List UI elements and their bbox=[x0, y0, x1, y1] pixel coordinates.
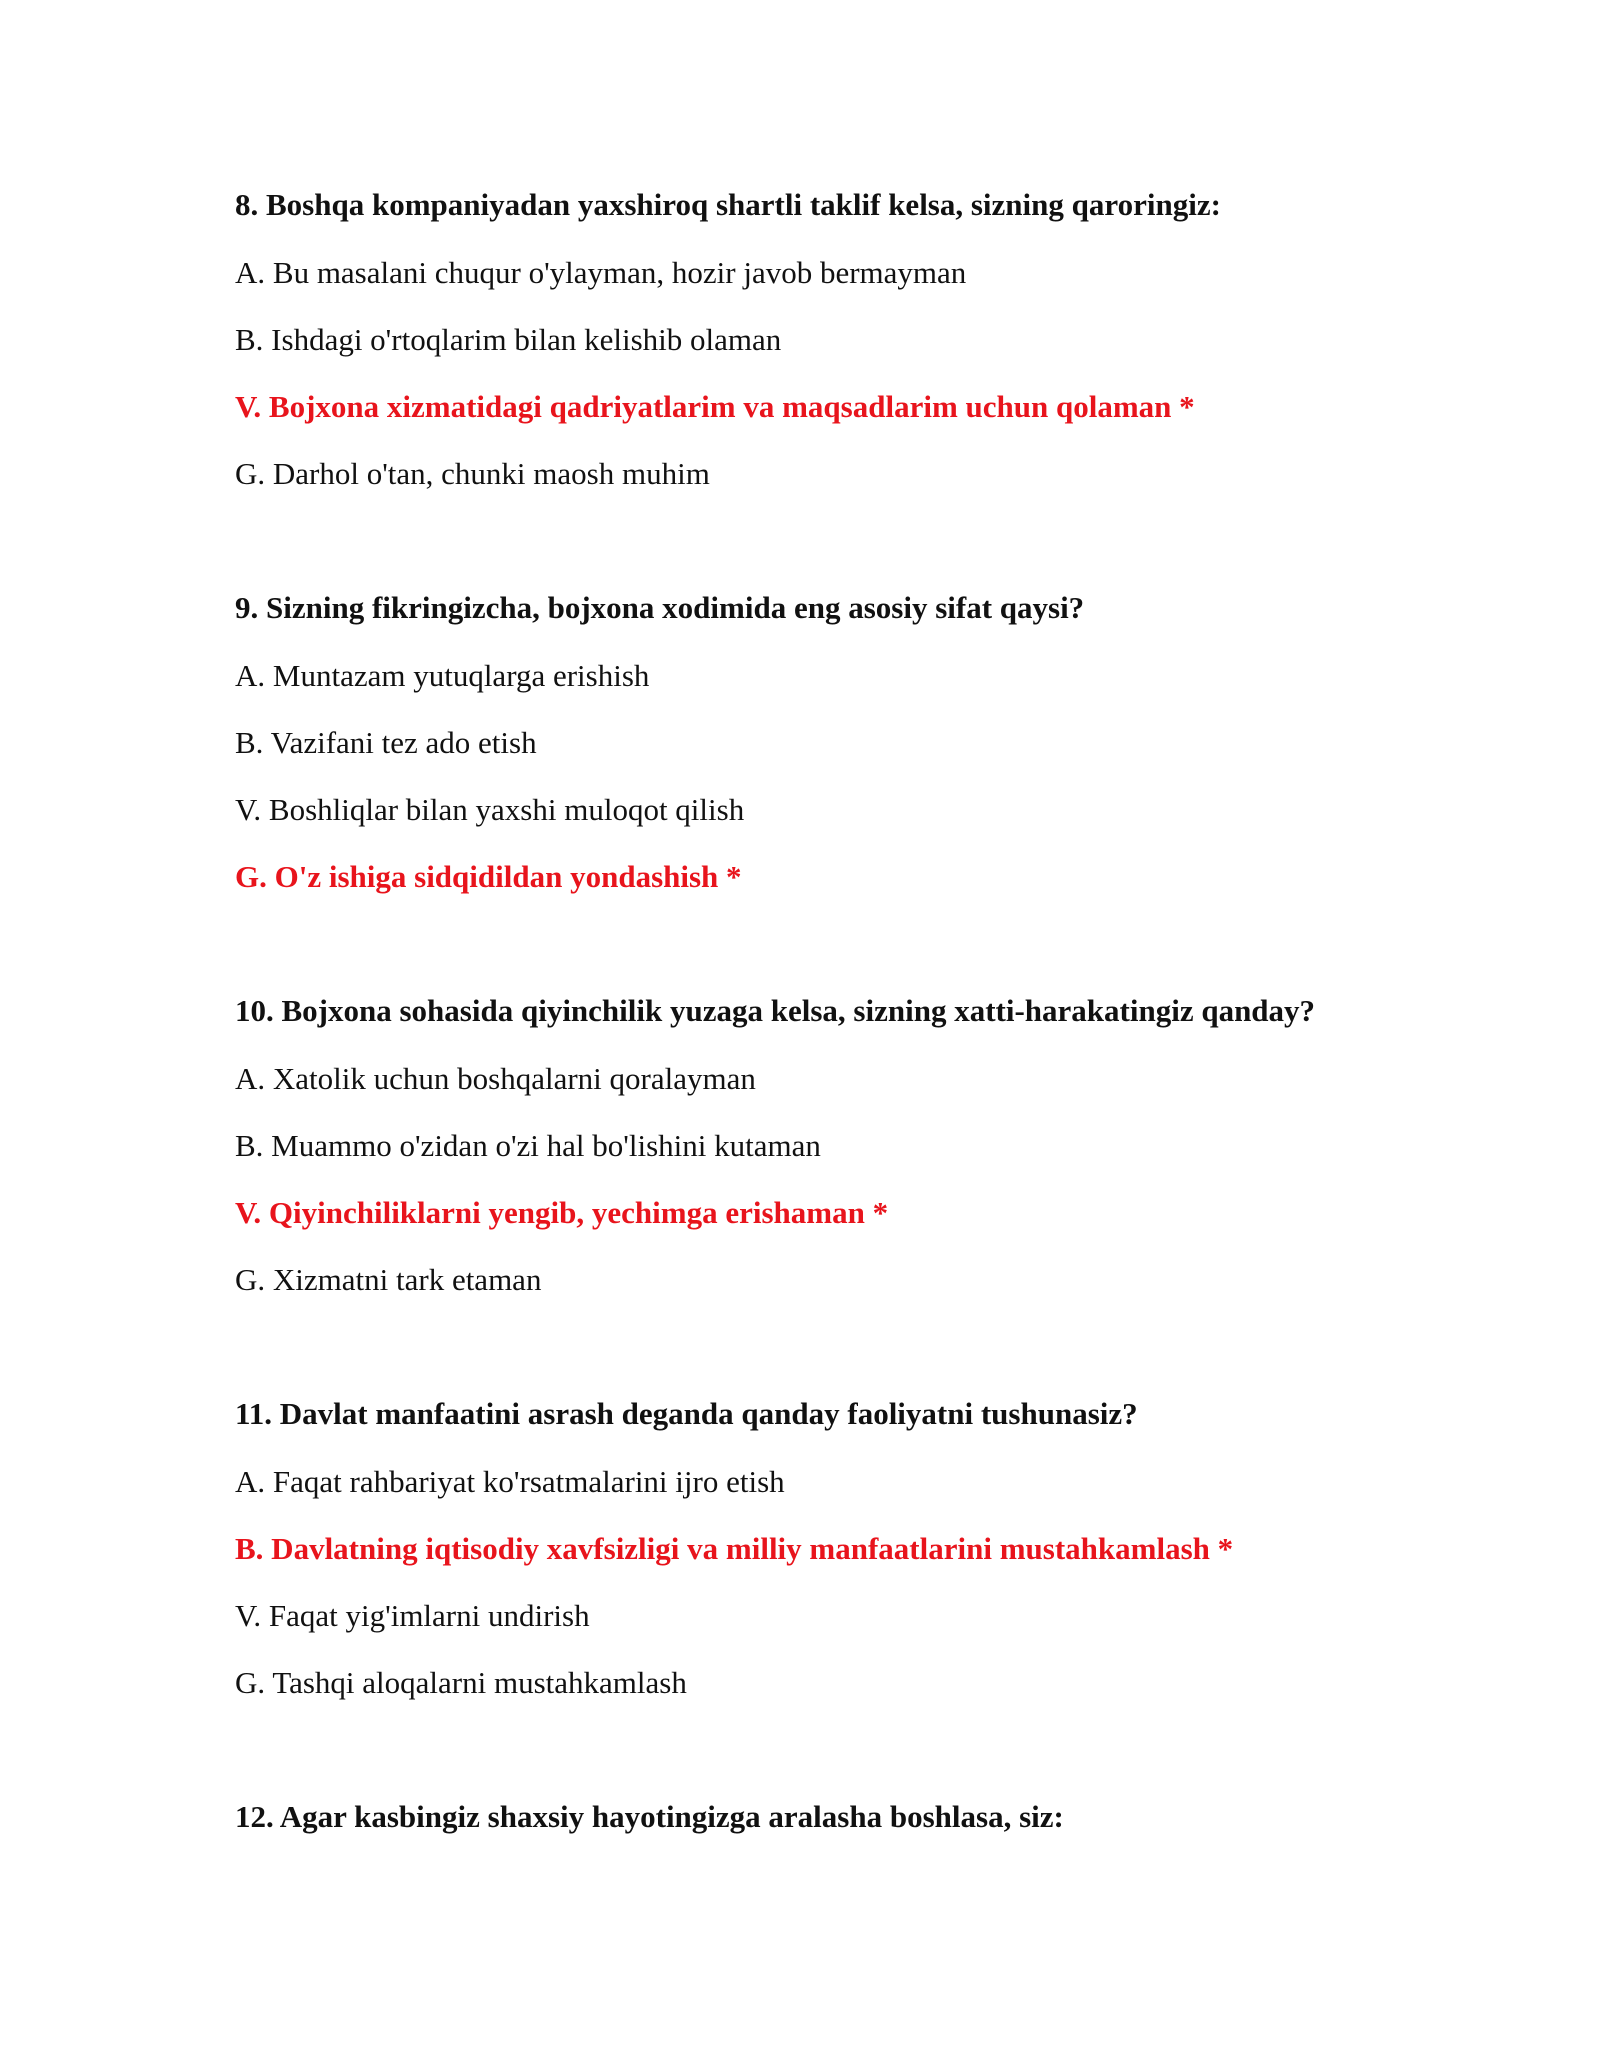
option-a: A. Faqat rahbariyat ko'rsatmalarini ijro etish bbox=[235, 1464, 785, 1499]
option-b-correct: B. Davlatning iqtisodiy xavfsizligi va milliy manfaatlarini mustahkamlash * bbox=[235, 1531, 1234, 1566]
question-block-8 bbox=[235, 185, 1435, 494]
option-v: V. Faqat yig'imlarni undirish bbox=[235, 1598, 590, 1633]
option-g: G. Xizmatni tark etaman bbox=[235, 1262, 542, 1297]
question-text: 8. Boshqa kompaniyadan yaxshiroq shartli taklif kelsa, sizning qaroringiz: bbox=[235, 187, 1221, 222]
question-text: 10. Bojxona sohasida qiyinchilik yuzaga kelsa, sizning xatti-harakatingiz qanday? bbox=[235, 993, 1316, 1028]
option-a: A. Xatolik uchun boshqalarni qoralayman bbox=[235, 1061, 756, 1096]
question-block-9 bbox=[235, 588, 1435, 897]
question-block-10 bbox=[235, 991, 1435, 1300]
option-g: G. Tashqi aloqalarni mustahkamlash bbox=[235, 1665, 687, 1700]
question-text: 11. Davlat manfaatini asrash deganda qanday faoliyatni tushunasiz? bbox=[235, 1396, 1138, 1431]
question-text: 9. Sizning fikringizcha, bojxona xodimida eng asosiy sifat qaysi? bbox=[235, 590, 1085, 625]
option-b: B. Vazifani tez ado etish bbox=[235, 725, 537, 760]
option-g: G. Darhol o'tan, chunki maosh muhim bbox=[235, 456, 710, 491]
option-b: B. Muammo o'zidan o'zi hal bo'lishini kutaman bbox=[235, 1128, 821, 1163]
option-v: V. Boshliqlar bilan yaxshi muloqot qilish bbox=[235, 792, 745, 827]
question-text: 12. Agar kasbingiz shaxsiy hayotingizga aralasha boshlasa, siz: bbox=[235, 1799, 1064, 1834]
option-a: A. Bu masalani chuqur o'ylayman, hozir javob bermayman bbox=[235, 255, 967, 290]
option-v-correct: V. Bojxona xizmatidagi qadriyatlarim va maqsadlarim uchun qolaman * bbox=[235, 389, 1195, 424]
option-b: B. Ishdagi o'rtoqlarim bilan kelishib olaman bbox=[235, 322, 782, 357]
question-block-12 bbox=[235, 1797, 1435, 1837]
option-v-correct: V. Qiyinchiliklarni yengib, yechimga erishaman * bbox=[235, 1195, 889, 1230]
option-a: A. Muntazam yutuqlarga erishish bbox=[235, 658, 650, 693]
question-block-11 bbox=[235, 1394, 1435, 1703]
option-g-correct: G. O'z ishiga sidqidildan yondashish * bbox=[235, 859, 742, 894]
